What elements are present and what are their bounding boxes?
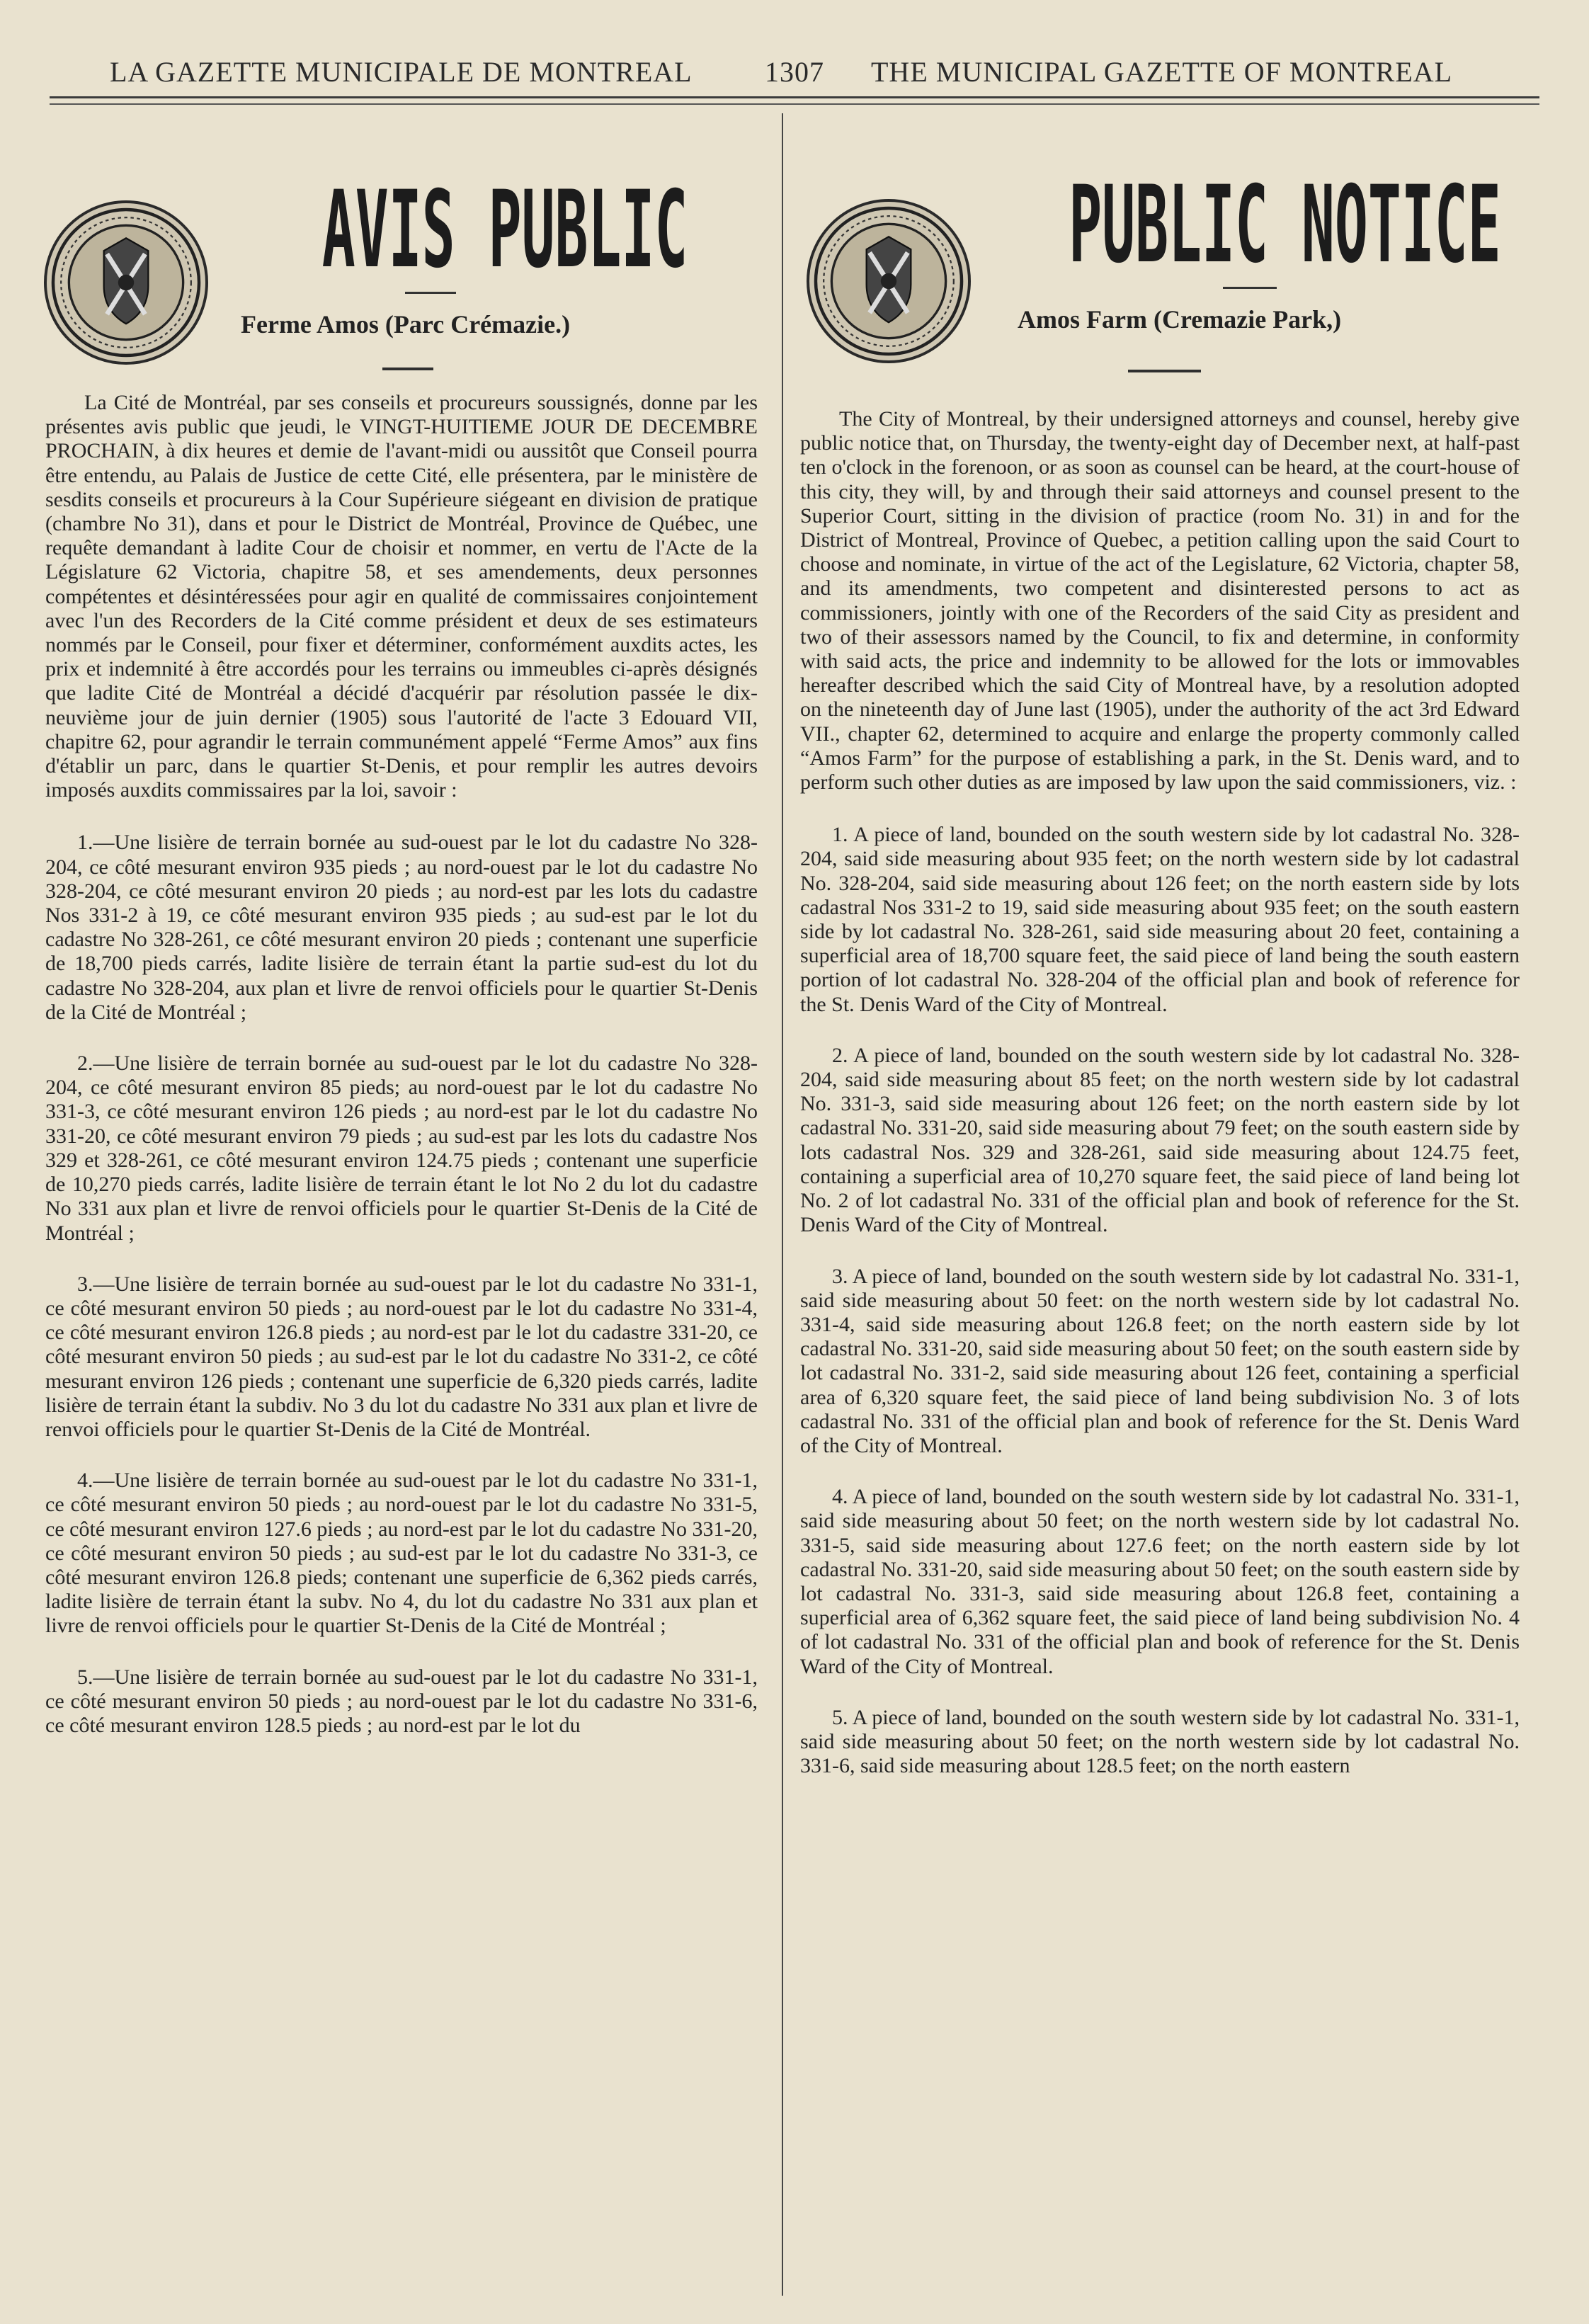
english-item: 3. A piece of land, bounded on the south western side by lot cadastral No. 331-1, said side measuring about 50 feet: on the north western side by lot cadastral No. 331-4, said side measuring about 126.8 feet; on the north eastern side by lot cadastral No. 331-20, said side measuring about 50 feet; on the south eastern side by lot cadastral No. 331-2, said side measuring about 126 feet, containing a sperficial area of 6,320 square feet, the said piece of land being subdivision No. 3 of lots cadastral No. 331 of the official plan and book of reference for the St. Denis Ward of the City of Montreal. <box>800 1264 1520 1457</box>
english-title-rule <box>1128 370 1201 372</box>
city-seal-icon <box>44 200 208 365</box>
page-number: 1307 <box>765 56 824 88</box>
running-header <box>50 55 1539 91</box>
english-item: 4. A piece of land, bounded on the south western side by lot cadastral No. 331-1, said side measuring about 50 feet; on the north western side by lot cadastral No. 331-5, said side measuring about 127.6 feet; on the north eastern side by lot cadastral No. 331-20, said side measuring about 50 feet; on the south eastern side by lot cadastral No. 331-3, said side measuring about 126.8 feet, containing a superficial area of 6,362 square feet, the said piece of land being subdivision No. 4 of lot cadastral No. 331 of the official plan and book of reference for the St. Denis Ward of the City of Montreal. <box>800 1485 1520 1678</box>
french-item: 3.—Une lisière de terrain bornée au sud-ouest par le lot du cadastre No 331-1, ce côté mesurant environ 50 pieds ; au nord-ouest par le lot du cadastre No 331-4, ce côté mesurant environ 126.8 pieds ; au nord-est par le lot du cadastre 331-20, ce côté mesurant environ 50 pieds ; au sud-est par le lot du cadastre No 331-2, ce côté mesurant environ 126 pieds ; contenant une superficie de 6,320 pieds carrés, ladite lisière de terrain étant la subdiv. No 3 du lot du cadastre No 331 aux plan et livre de renvoi officiels pour le quartier St-Denis de la Cité de Montréal. <box>45 1272 758 1441</box>
header-french-title: LA GAZETTE MUNICIPALE DE MONTREAL <box>110 56 693 88</box>
english-item: 2. A piece of land, bounded on the south western side by lot cadastral No. 328-204, said side measuring about 85 feet; on the north western side by lot cadastral No. 331-3, said side measuring about 126 feet; on the north eastern side by lot cadastral No. 331-20, said side measuring about 79 feet; on the south eastern side by lots cadastral Nos. 329 and 328-261, said side measuring about 124.75 feet, containing a superficial area of 10,270 square feet, the said piece of land being lot No. 2 of lot cadastral No. 331 of the official plan and book of reference for the St. Denis Ward of the City of Montreal. <box>800 1043 1520 1237</box>
french-intro: La Cité de Montréal, par ses conseils et procureurs soussignés, donne par les présentes avis public que jeudi, le VINGT-HUITIEME JOUR DE DECEMBRE PROCHAIN, à dix heures et demie de l'avant-midi ou aussitôt que Conseil pourra être entendu, au Palais de Justice de cette Cité, elle présentera, par le ministère de sesdits conseils et procureurs à la Cour Supérieure siégeant en division de pratique (chambre No 31), dans et pour le District de Montréal, Province de Québec, une requête demandant à ladite Cour de choisir et nommer, en vertu de l'Acte de la Législature 62 Victoria, chapitre 58, et ses amendements, deux personnes compétentes et désintéressées pour agir en qualité de commissaires conjointement avec l'un des Recorders de la Cité comme président et deux de ses estimateurs nommés par le Conseil, pour fixer et déterminer, conformément auxdits actes, les prix et indemnité à être accordés pour les terrains ou immeubles ci-après désignés que ladite Cité de Montréal a décidé d'acquérir par résolution passée le dix-neuvième jour de juin dernier (1905) sous l'autorité de l'acte 3 Edouard VII, chapitre 62, pour agrandir le terrain communément appelé “Ferme Amos” aux fins d'établir un parc, dans le quartier St-Denis, et pour remplir les autres devoirs imposés auxdits commissaires par la loi, savoir : <box>45 391 758 802</box>
english-subtitle: Amos Farm (Cremazie Park,) <box>1018 305 1342 334</box>
city-seal-icon <box>807 199 971 363</box>
header-rule-thin <box>50 103 1539 105</box>
french-headline: AVIS PUBLIC <box>321 169 688 292</box>
english-headline-underline <box>1223 287 1277 289</box>
header-english-title: THE MUNICIPAL GAZETTE OF MONTREAL <box>871 56 1453 88</box>
english-column <box>800 407 1520 1805</box>
english-item: 5. A piece of land, bounded on the south western side by lot cadastral No. 331-1, said side measuring about 50 feet; on the north western side by lot cadastral No. 331-6, said side measuring about 128.5 feet; on the north eastern <box>800 1705 1520 1778</box>
french-title-rule <box>382 368 433 370</box>
french-subtitle: Ferme Amos (Parc Crémazie.) <box>241 310 571 338</box>
english-headline: PUBLIC NOTICE <box>1069 164 1501 287</box>
english-item: 1. A piece of land, bounded on the south western side by lot cadastral No. 328-204, said side measuring about 935 feet; on the north western side by lot cadastral No. 328-204, said side measuring about 126 feet; on the north eastern side by lots cadastral Nos 331-2 to 19, said side measuring about 935 feet; on the south eastern side by lot cadastral No. 328-261, said side measuring about 20 feet, containing a superficial area of 18,700 square feet, the said piece of land being the south eastern portion of lot cadastral No. 328-204 of the official plan and book of reference for the St. Denis Ward of the City of Montreal. <box>800 823 1520 1016</box>
french-item: 4.—Une lisière de terrain bornée au sud-ouest par le lot du cadastre No 331-1, ce côté mesurant environ 50 pieds ; au nord-ouest par le lot du cadastre No 331-5, ce côté mesurant environ 127.6 pieds ; au nord-est par le lot du cadastre No 331-20, ce côté mesurant environ 50 pieds ; au sud-est par le lot du cadastre No 331-3, ce côté mesurant environ 126.8 pieds; contenant une superficie de 6,362 pieds carrés, ladite lisière de terrain étant la subv. No 4, du lot du cadastre No 331 aux plan et livre de renvoi officiels pour le quartier St-Denis de la Cité de Montréal ; <box>45 1469 758 1638</box>
french-item: 1.—Une lisière de terrain bornée au sud-ouest par le lot du cadastre No 328-204, ce côté mesurant environ 935 pieds ; au nord-ouest par le lot du cadastre No 328-204, ce côté mesurant environ 20 pieds ; au nord-est par les lots du cadastre Nos 331-2 à 19, ce côté mesurant environ 935 pieds ; au sud-est par le lot du cadastre No 328-261, ce côté mesurant environ 20 pieds ; contenant une superficie de 18,700 pieds carrés, ladite lisière de terrain étant la partie sud-est du lot du cadastre No 328-204, aux plan et livre de renvoi officiels pour le quartier St-Denis de la Cité de Montréal ; <box>45 831 758 1024</box>
french-item: 5.—Une lisière de terrain bornée au sud-ouest par le lot du cadastre No 331-1, ce côté mesurant environ 50 pieds ; au nord-ouest par le lot du cadastre No 331-6, ce côté mesurant environ 128.5 pieds ; au nord-est par le lot du <box>45 1665 758 1737</box>
column-divider <box>782 113 783 2296</box>
french-item: 2.—Une lisière de terrain bornée au sud-ouest par le lot du cadastre No 328-204, ce côté mesurant environ 85 pieds; au nord-ouest par le lot du cadastre No 331-3, ce côté mesurant environ 126 pieds ; au nord-est par le lot du cadastre No 331-20, ce côté mesurant environ 79 pieds ; au sud-est par les lots du cadastre Nos 329 et 328-261, ce côté mesurant environ 124.75 pieds ; contenant une superficie de 10,270 pieds carrés, ladite lisière de terrain étant le lot No 2 du lot du cadastre No 331 aux plan et livre de renvoi officiels pour le quartier St-Denis de la Cité de Montréal ; <box>45 1052 758 1245</box>
french-headline-underline <box>405 292 456 294</box>
french-column <box>45 391 758 1765</box>
header-rule <box>50 96 1539 98</box>
english-intro: The City of Montreal, by their undersigned attorneys and counsel, hereby give public notice that, on Thursday, the twenty-eight day of December next, at half-past ten o'clock in the forenoon, or as soon as counsel can be heard, at the court-house of this city, they will, by and through their said attorneys and counsel present to the Superior Court, sitting in the division of practice (room No. 31) in and for the District of Montreal, Province of Quebec, a petition calling upon the said Court to choose and nominate, in virtue of the act of the Legislature, 62 Victoria, chapter 58, and its amendments, two competent and disinterested persons to act as commissioners, jointly with one of the Recorders of the said City as president and two of their assessors named by the Council, to fix and determine, in conformity with said acts, the price and indemnity to be allowed for the lots or immovables hereafter described which the said City of Montreal have, by a resolution adopted on the nineteenth day of June last (1905), under the authority of the act 3rd Edward VII., chapter 62, determined to acquire and enlarge the property commonly called “Amos Farm” for the purpose of establishing a park, in the St. Denis ward, and to perform such other duties as are imposed by law upon the said commissioners, viz. : <box>800 407 1520 794</box>
